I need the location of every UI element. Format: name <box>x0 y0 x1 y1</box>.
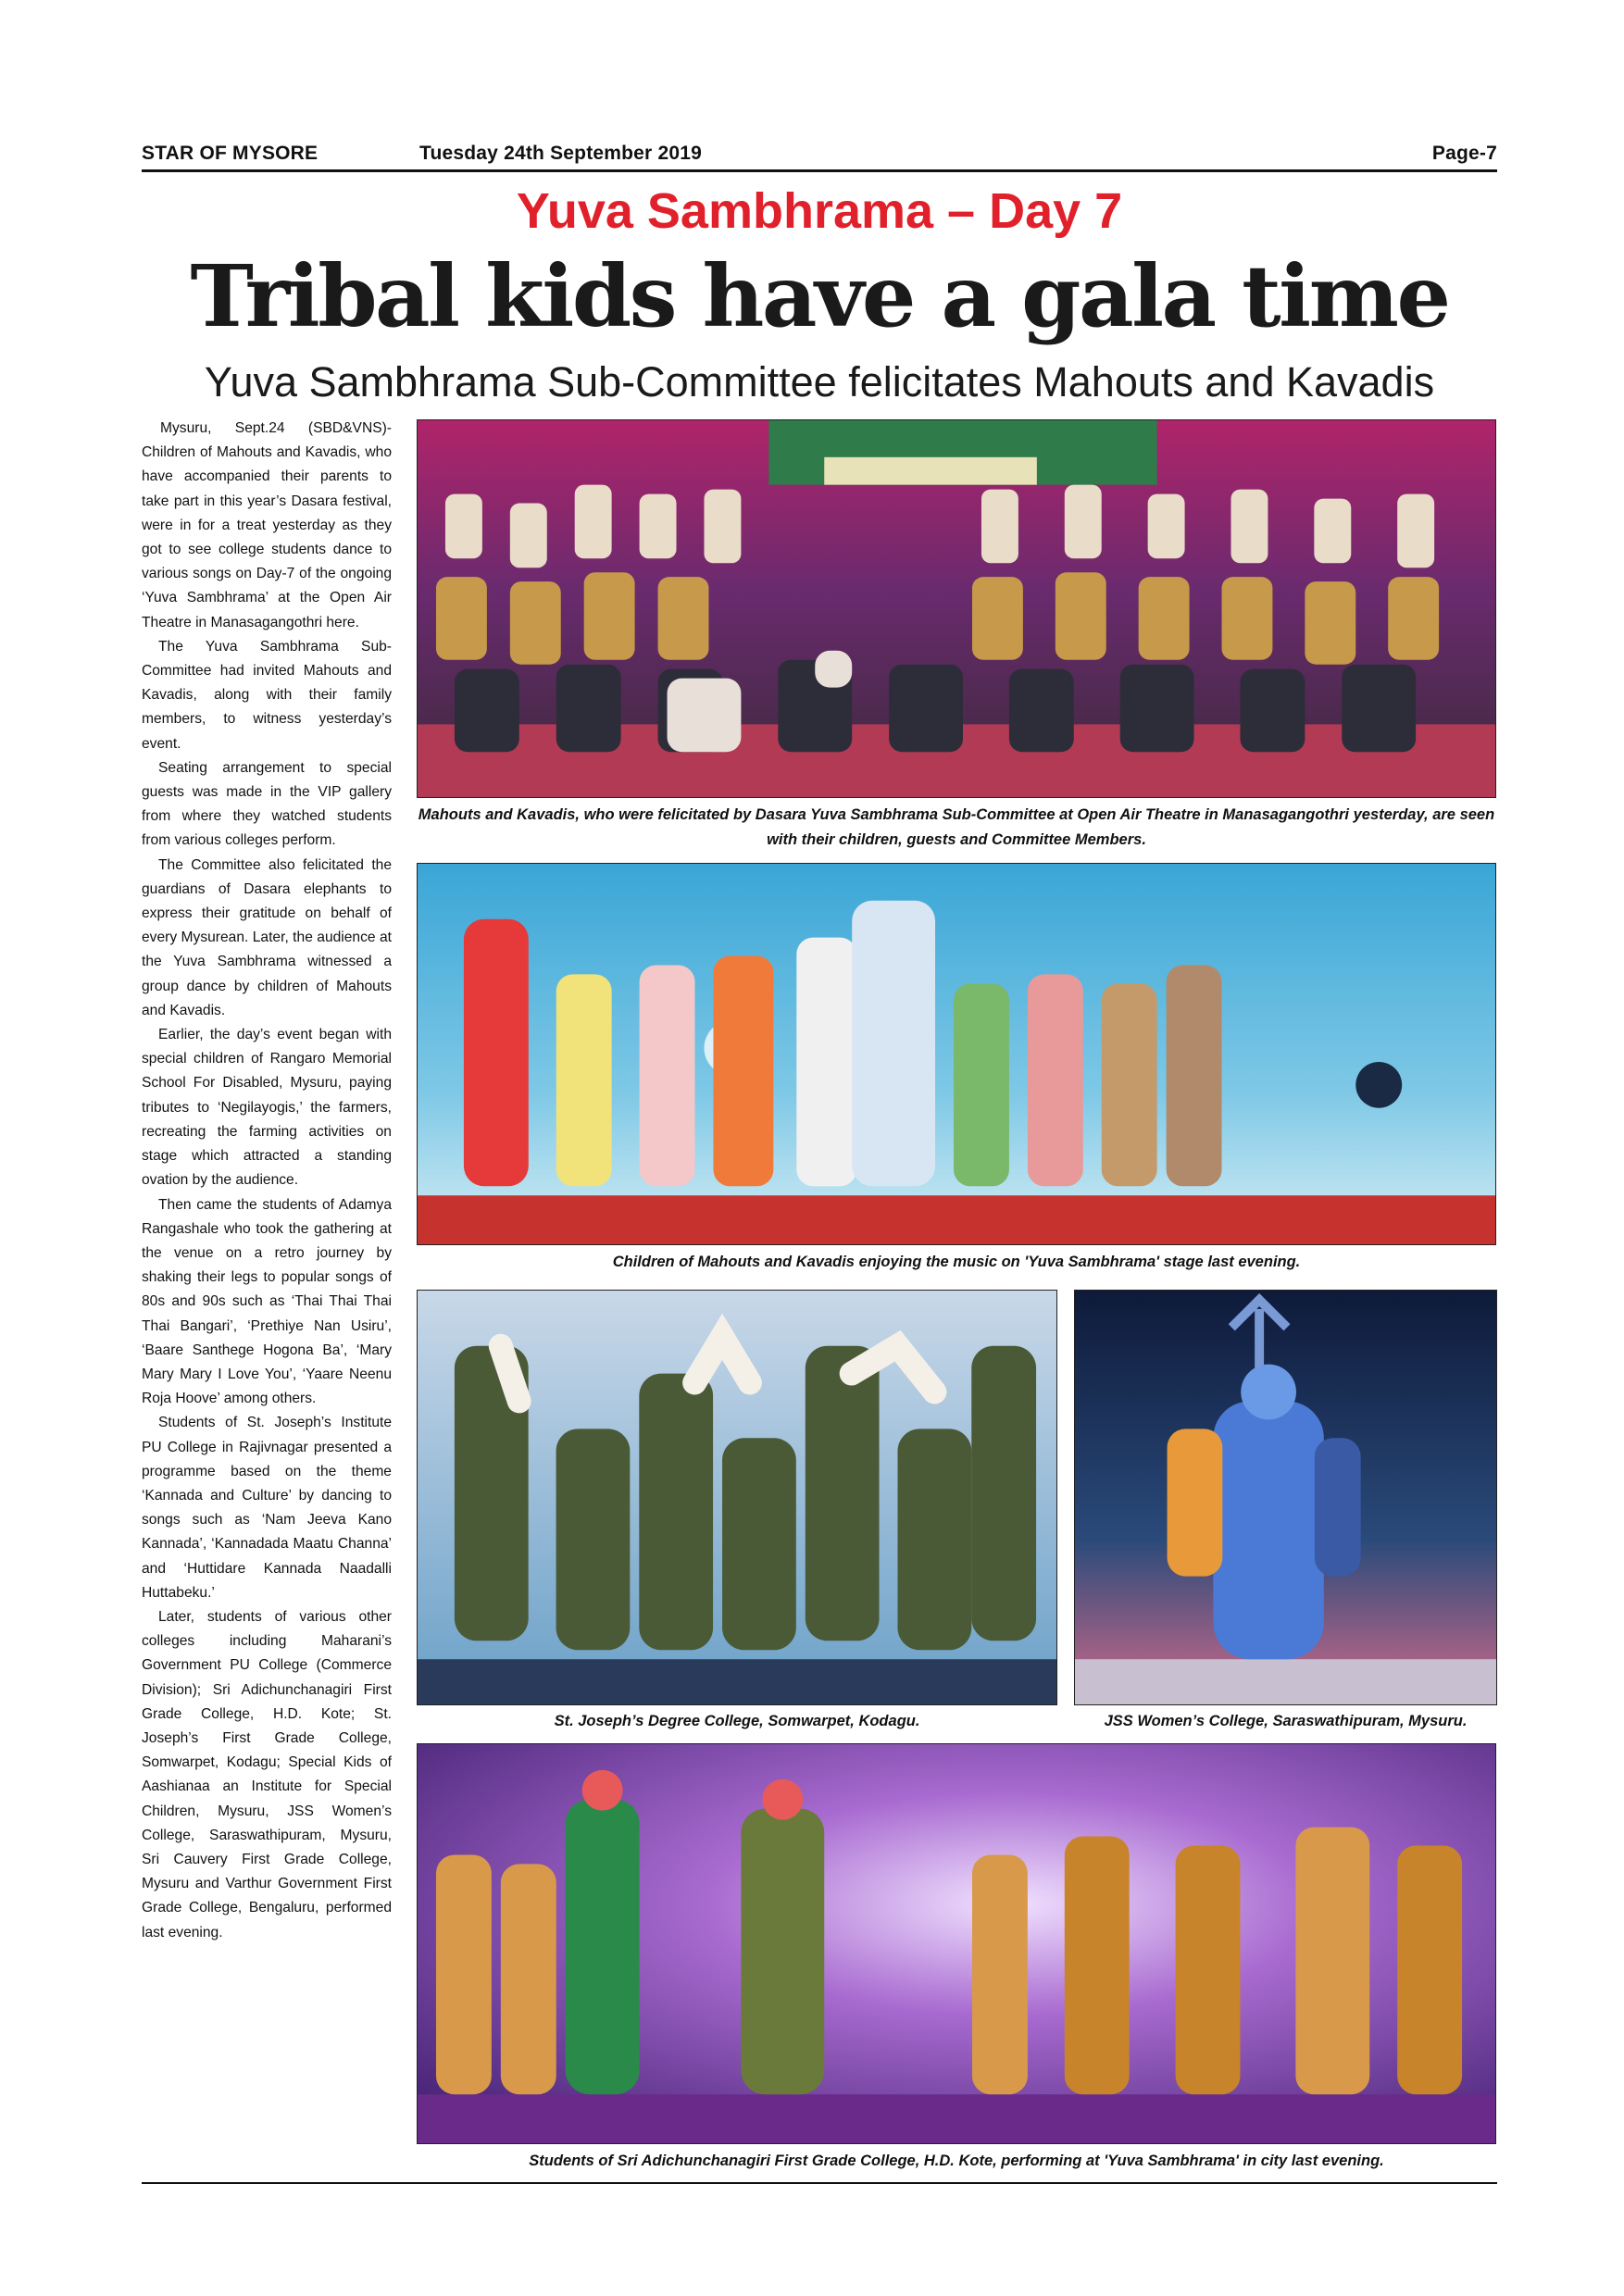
article-body <box>142 417 392 1945</box>
jss-photo <box>1074 1290 1497 1705</box>
publication-name: STAR OF MYSORE <box>142 143 319 164</box>
kicker: Yuva Sambhrama – Day 7 <box>516 183 1123 239</box>
st-joseph-photo <box>417 1290 1057 1705</box>
group-photo-caption: Mahouts and Kavadis, who were felicitated by Dasara Yuva Sambhrama Sub-Committee at Open Air Theatre in Manasagangothri yesterday, are seen with their children, guests and Committee Members. <box>418 806 1495 848</box>
paragraph: The Committee also felicitated the guardians of Dasara elephants to express their gratitude on behalf of every Mysurean. Later, the audience at the Yuva Sambhrama witnessed a group dance by children of Mahouts and Kavadis. <box>142 856 392 1018</box>
adichunchanagiri-photo <box>417 1743 1496 2144</box>
page-number: Page-7 <box>1431 143 1497 164</box>
children-dance-photo <box>417 863 1496 1245</box>
paragraph: Seating arrangement to special guests was made in the VIP gallery from where they watched students from various colleges perform. <box>142 759 392 849</box>
jss-caption: JSS Women’s College, Saraswathipuram, Mysuru. <box>1104 1713 1468 1729</box>
subheadline: Yuva Sambhrama Sub-Committee felicitates Mahouts and Kavadis <box>204 358 1435 406</box>
masthead <box>142 141 1497 172</box>
paragraph: Then came the students of Adamya Rangashale who took the gathering at the venue on a retro journey by shaking their legs to popular songs of 80s and 90s such as ‘Thai Thai Thai Thai Bangari’, ‘Prethiye Nan Usiru’, ‘Baare Santhege Hogona Ba’, ‘Mary Mary Mary I Love You’, ‘Yaare Neenu Roja Hoove’ among others. <box>142 1196 392 1407</box>
children-dance-caption: Children of Mahouts and Kavadis enjoying the music on 'Yuva Sambhrama' stage last evening. <box>612 1254 1301 1270</box>
headline: Tribal kids have a gala time <box>190 246 1449 346</box>
paragraph: Mysuru, Sept.24 (SBD&VNS)- Children of Mahouts and Kavadis, who have accompanied their parents to take part in this year’s Dasara festival, were in for a treat yesterday as they got to see college students dance to various songs on Day-7 of the ongoing ‘Yuva Sambhrama’ at the Open Air Theatre in Manasagangothri here. <box>142 420 392 630</box>
adichunchanagiri-caption: Students of Sri Adichunchanagiri First Grade College, H.D. Kote, performing at 'Yuva Sambhrama' in city last evening. <box>529 2152 1384 2169</box>
paragraph: Later, students of various other colleges including Maharani’s Government PU College (Commerce Division); Sri Adichunchanagiri First Grade College, H.D. Kote; St. Joseph’s First Grade College, Somwarpet, Kodagu; Special Kids of Aashianaa an Institute for Special Children, Mysuru, JSS Women’s College, Saraswathipuram, Mysuru, Sri Cauvery First Grade College, Mysuru and Varthur Government First Grade College, Bengaluru, performed last evening. <box>142 1608 392 1940</box>
group-photo <box>417 419 1496 798</box>
paragraph: The Yuva Sambhrama Sub-Committee had invited Mahouts and Kavadis, along with their family members, to witness yesterday’s event. <box>142 638 392 752</box>
paragraph: Students of St. Joseph’s Institute PU College in Rajivnagar presented a programme based on the theme ‘Kannada and Culture’ by dancing to songs such as ‘Nam Jeeva Kano Kannada’, ‘Kannadada Maatu Channa’ and ‘Huttidare Kannada Naadalli Huttabeku.’ <box>142 1415 392 1601</box>
issue-date: Tuesday 24th September 2019 <box>419 143 702 164</box>
st-joseph-caption: St. Joseph’s Degree College, Somwarpet, Kodagu. <box>554 1713 920 1729</box>
paragraph: Earlier, the day’s event began with special children of Rangaro Memorial School For Disabled, Mysuru, paying tributes to ‘Negilayogis,’ the farmers, recreating the farming activities on stage which attracted a standing ovation by the audience. <box>142 1027 392 1189</box>
footer-rule <box>142 2182 1497 2184</box>
